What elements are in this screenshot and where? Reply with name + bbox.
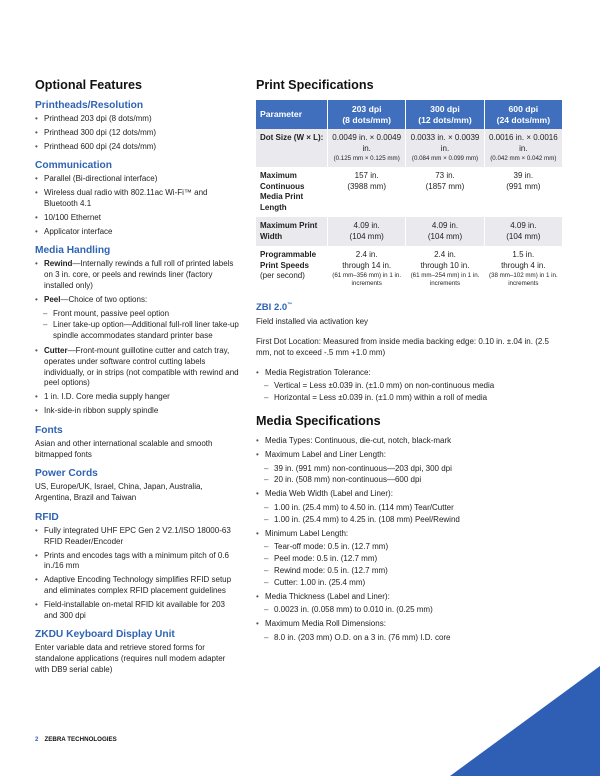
sub-list-item: – Vertical = Less ±0.039 in. (±1.0 mm) on non-continuous media [256,381,562,392]
cell-value: 1.5 in. [512,250,535,259]
corner-decoration [450,666,600,776]
peel-text: —Choice of two options: [60,294,148,304]
cell-note: (991 mm) [506,181,541,191]
media-handling-heading: Media Handling [35,245,111,257]
cell-value: through 10 in. [420,260,470,270]
right-column [256,78,562,645]
cell-note: (0.084 mm × 0.099 mm) [411,155,479,162]
cell-note: (38 mm–102 mm) in 1 in. increments [488,272,558,287]
list-item-rewind [35,259,240,291]
speeds-label-note: (per second) [260,271,305,280]
table-cell [484,129,562,167]
list-item: • Media Types: Continuous, die-cut, notch, black-mark [256,436,562,447]
table-cell [406,167,484,217]
list-item: • Field-installable on-metal RFID kit available for 203 and 300 dpi [35,600,240,622]
header-600dpi [484,100,562,129]
header-300dpi-label: 300 dpi [430,104,460,114]
brand-name: ZEBRA TECHNOLOGIES [44,736,117,743]
rewind-label: Rewind [44,259,73,269]
table-row-max-width [256,217,562,246]
sub-list-item: – Rewind mode: 0.5 in. (12.7 mm) [256,566,562,577]
zbi-heading [256,302,562,313]
table-cell [328,167,406,217]
zkdu-text: Enter variable data and retrieve stored forms for standalone applications (requires null modem adapter with DB9 serial cable) [35,643,226,674]
header-300dpi [406,100,484,129]
list-item: • Printhead 600 dpi (24 dots/mm) [35,142,240,153]
fonts-heading: Fonts [35,424,63,436]
sub-list-item: – Liner take-up option—Additional full-roll liner take-up spindle accommodates standard printer base [35,320,240,342]
cell-value: 0.0033 in. × 0.0039 in. [410,133,480,153]
table-row-dot-size [256,129,562,167]
zbi-trademark: ™ [287,302,293,308]
cutter-text: —Front-mount guillotine cutter and catch tray, operates under software control cutting labels individually, or in strips (not compatible with rewind and peel options) [44,345,239,388]
page-footer [35,736,117,743]
cell-note: (104 mm) [427,231,463,241]
cell-value: 4.09 in. [353,221,380,230]
sub-list-item: – Tear-off mode: 0.5 in. (12.7 mm) [256,542,562,553]
list-item: • Minimum Label Length: [256,529,562,540]
sub-list-item: – Horizontal = Less ±0.039 in. (±1.0 mm) within a roll of media [256,393,562,404]
cell-value: 4.09 in. [510,221,537,230]
list-item: • Ink-side-in ribbon supply spindle [35,406,240,417]
sub-list-item: – Peel mode: 0.5 in. (12.7 mm) [256,554,562,565]
cell-value: 2.4 in. [355,250,378,259]
header-600dpi-label: 600 dpi [508,104,539,114]
sub-list-item: – Front mount, passive peel option [35,309,240,320]
row-label: Dot Size (W × L): [256,129,328,167]
cell-value: 157 in. [354,171,379,180]
sub-list-item: – 20 in. (508 mm) non-continuous—600 dpi [256,475,562,486]
first-dot-text: First Dot Location: Measured from inside media backing edge: 0.10 in. ±.04 in. (2.5 mm, not to exceed -.5 mm +1.0 mm) [256,336,549,357]
list-item: • 10/100 Ethernet [35,213,240,224]
sub-list-item: – 1.00 in. (25.4 mm) to 4.25 in. (108 mm) Peel/Rewind [256,515,562,526]
table-cell [328,217,406,246]
header-203dpi-label: 203 dpi [351,104,382,114]
media-specs-title: Media Specifications [256,413,381,428]
cell-value: 39 in. [513,171,534,180]
cell-note: (104 mm) [506,231,541,241]
optional-features-title: Optional Features [35,78,143,92]
header-203dpi [328,100,406,129]
table-cell [406,217,484,246]
print-specs-table [256,100,562,292]
header-300dpi-sub: (12 dots/mm) [418,114,472,125]
table-cell [484,217,562,246]
peel-label: Peel [44,294,61,304]
header-203dpi-sub: (8 dots/mm) [342,114,392,125]
cell-value: 4.09 in. [431,221,459,230]
cell-note: (0.125 mm × 0.125 mm) [333,155,400,162]
print-specs-title: Print Specifications [256,78,374,92]
list-item: • Maximum Label and Liner Length: [256,450,562,461]
list-item: • Adaptive Encoding Technology simplifies RFID setup and eliminates complex RFID placement guidelines [35,575,240,597]
rfid-list [35,526,240,621]
cell-value: 2.4 in. [434,250,456,259]
cell-note: (1857 mm) [425,181,465,191]
power-cords-text: US, Europe/UK, Israel, China, Japan, Australia, Argentina, Brazil and Taiwan [35,482,203,503]
zbi-text: Field installed via activation key [256,317,369,327]
cutter-label: Cutter [44,345,68,355]
sub-list-item: – 0.0023 in. (0.058 mm) to 0.010 in. (0.25 mm) [256,605,562,616]
table-cell [406,246,484,292]
list-item: • Applicator interface [35,227,240,238]
table-row-speeds [256,246,562,292]
list-item: • Media Registration Tolerance: [256,368,562,379]
cell-note: (61 mm–254 mm) in 1 in. increments [410,272,480,287]
list-item: • Media Web Width (Label and Liner): [256,489,562,500]
media-handling-list [35,259,240,416]
cell-value: 0.0016 in. × 0.0016 in. [488,133,558,153]
list-item-cutter [35,346,240,389]
sub-list-item: – 39 in. (991 mm) non-continuous—203 dpi, 300 dpi [256,464,562,475]
table-cell [328,246,406,292]
row-label [256,246,328,292]
cell-value: through 14 in. [342,260,392,270]
zbi-heading-text: ZBI 2.0 [256,302,288,314]
registration-list [256,368,562,404]
cell-value: 73 in. [435,171,455,180]
rfid-heading: RFID [35,511,59,523]
communication-heading: Communication [35,160,112,172]
table-header-row [256,100,562,129]
rewind-text: —Internally rewinds a full roll of printed labels on 3 in. core, or peels and rewinds liner (factory installed only) [44,259,234,290]
table-cell [484,246,562,292]
printheads-list [35,114,240,152]
power-cords-heading: Power Cords [35,468,98,480]
header-parameter: Parameter [256,100,328,129]
list-item: • 1 in. I.D. Core media supply hanger [35,392,240,403]
row-label: Maximum Print Width [256,217,328,246]
list-item-peel [35,295,240,306]
zkdu-heading: ZKDU Keyboard Display Unit [35,629,175,641]
list-item: • Prints and encodes tags with a minimum pitch of 0.6 in./16 mm [35,551,240,573]
sub-list-item: – 8.0 in. (203 mm) O.D. on a 3 in. (76 mm) I.D. core [256,633,562,644]
corner-triangle [450,666,600,776]
table-cell [484,167,562,217]
list-item: • Wireless dual radio with 802.11ac Wi-Fi™ and Bluetooth 4.1 [35,188,240,210]
communication-list [35,174,240,237]
list-item: • Printhead 300 dpi (12 dots/mm) [35,128,240,139]
list-item: • Parallel (Bi-directional interface) [35,174,240,185]
list-item: • Media Thickness (Label and Liner): [256,592,562,603]
speeds-label: Programmable Print Speeds [260,250,317,270]
media-specs-list [256,436,562,644]
list-item: • Fully integrated UHF EPC Gen 2 V2.1/ISO 18000-63 RFID Reader/Encoder [35,526,240,548]
cell-value: 0.0049 in. × 0.0049 in. [332,133,402,153]
sub-list-item: – Cutter: 1.00 in. (25.4 mm) [256,578,562,589]
cell-note: (3988 mm) [347,181,386,191]
row-label: Maximum Continuous Media Print Length [256,167,328,217]
table-cell [406,129,484,167]
cell-value: through 4 in. [501,260,546,270]
left-column [35,78,240,678]
page-number: 2 [35,736,39,743]
fonts-text: Asian and other international scalable and smooth bitmapped fonts [35,438,213,459]
printheads-heading: Printheads/Resolution [35,100,144,111]
header-600dpi-sub: (24 dots/mm) [496,114,551,125]
cell-note: (0.042 mm × 0.042 mm) [490,155,557,162]
table-row-max-length [256,167,562,217]
cell-note: (61 mm–356 mm) in 1 in. increments [332,272,402,287]
list-item: • Maximum Media Roll Dimensions: [256,619,562,630]
sub-list-item: – 1.00 in. (25.4 mm) to 4.50 in. (114 mm) Tear/Cutter [256,503,562,514]
list-item: • Printhead 203 dpi (8 dots/mm) [35,114,240,125]
cell-note: (104 mm) [349,231,384,241]
table-cell [328,129,406,167]
